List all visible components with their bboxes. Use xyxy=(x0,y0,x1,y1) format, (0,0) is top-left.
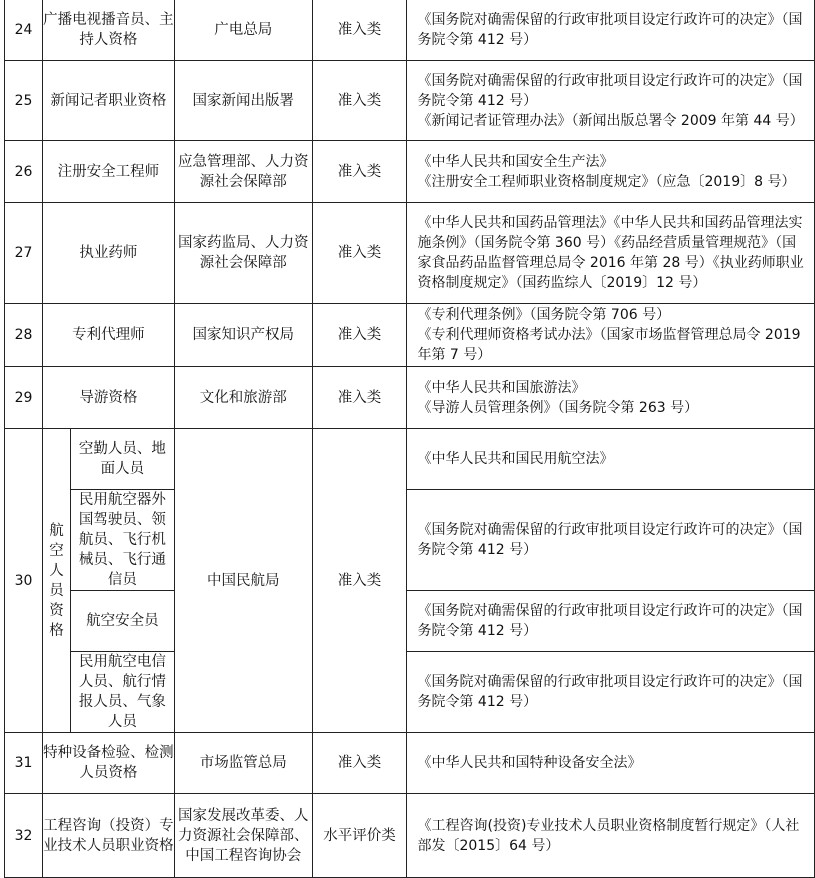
legal-basis: 《国务院对确需保留的行政审批项目设定行政许可的决定》（国务院令第 412 号） 《新闻记者证管理办法》（新闻出版总署令 2009 年第 44 号） xyxy=(407,61,815,141)
table-row xyxy=(5,203,815,304)
category: 准入类 xyxy=(312,304,407,367)
category: 准入类 xyxy=(312,0,407,61)
row-number: 32 xyxy=(5,794,43,878)
row-number: 27 xyxy=(5,203,43,304)
qualification-name: 执业药师 xyxy=(42,203,174,304)
authority: 国家发展改革委、人力资源社会保障部、中国工程咨询协会 xyxy=(174,794,312,878)
qualification-name: 注册安全工程师 xyxy=(42,141,174,203)
row-number: 28 xyxy=(5,304,43,367)
qualification-table xyxy=(4,0,815,878)
table-row xyxy=(5,61,815,141)
row-number: 24 xyxy=(5,0,43,61)
authority: 广电总局 xyxy=(174,0,312,61)
table-row xyxy=(5,141,815,203)
table-row xyxy=(5,591,815,652)
row-number: 31 xyxy=(5,733,43,794)
row-number: 30 xyxy=(5,429,43,733)
legal-basis: 《国务院对确需保留的行政审批项目设定行政许可的决定》（国务院令第 412 号） xyxy=(407,490,815,591)
qualification-name: 工程咨询（投资）专业技术人员职业资格 xyxy=(42,794,174,878)
table-row xyxy=(5,304,815,367)
legal-basis: 《专利代理条例》（国务院令第 706 号） 《专利代理师资格考试办法》（国家市场监督管理总局令 2019 年第 7 号） xyxy=(407,304,815,367)
legal-basis: 《中华人民共和国药品管理法》《中华人民共和国药品管理法实施条例》（国务院令第 360 号）《药品经营质量管理规范》（国家食品药品监督管理总局令 2016 年第 28 号）《执业药师职业资格制度规定》（国药监综人〔2019〕12 号） xyxy=(407,203,815,304)
authority: 文化和旅游部 xyxy=(174,367,312,429)
table-row xyxy=(5,0,815,61)
category: 准入类 xyxy=(312,429,407,733)
authority: 市场监管总局 xyxy=(174,733,312,794)
row-number: 25 xyxy=(5,61,43,141)
table-row xyxy=(5,367,815,429)
legal-basis: 《中华人民共和国旅游法》 《导游人员管理条例》（国务院令第 263 号） xyxy=(407,367,815,429)
authority: 应急管理部、人力资源社会保障部 xyxy=(174,141,312,203)
qualification-name: 新闻记者职业资格 xyxy=(42,61,174,141)
qualification-name: 航空人员资格 xyxy=(42,429,70,733)
sub-qualification: 民用航空电信人员、航行情报人员、气象人员 xyxy=(70,652,174,733)
legal-basis: 《国务院对确需保留的行政审批项目设定行政许可的决定》（国务院令第 412 号） xyxy=(407,652,815,733)
table-row xyxy=(5,733,815,794)
authority: 国家知识产权局 xyxy=(174,304,312,367)
table-row xyxy=(5,652,815,733)
legal-basis: 《国务院对确需保留的行政审批项目设定行政许可的决定》（国务院令第 412 号） xyxy=(407,0,815,61)
row-number: 29 xyxy=(5,367,43,429)
authority: 国家新闻出版署 xyxy=(174,61,312,141)
qualification-name: 专利代理师 xyxy=(42,304,174,367)
authority: 中国民航局 xyxy=(174,429,312,733)
row-number: 26 xyxy=(5,141,43,203)
qualification-name: 导游资格 xyxy=(42,367,174,429)
legal-basis: 《国务院对确需保留的行政审批项目设定行政许可的决定》（国务院令第 412 号） xyxy=(407,591,815,652)
category: 准入类 xyxy=(312,367,407,429)
category: 准入类 xyxy=(312,203,407,304)
table-row xyxy=(5,429,815,490)
table-row xyxy=(5,794,815,878)
legal-basis: 《中华人民共和国民用航空法》 xyxy=(407,429,815,490)
sub-qualification: 空勤人员、地面人员 xyxy=(70,429,174,490)
sub-qualification: 民用航空器外国驾驶员、领航员、飞行机械员、飞行通信员 xyxy=(70,490,174,591)
category: 准入类 xyxy=(312,733,407,794)
legal-basis: 《工程咨询(投资)专业技术人员职业资格制度暂行规定》（人社部发〔2015〕64 号） xyxy=(407,794,815,878)
table-row xyxy=(5,490,815,591)
sub-qualification: 航空安全员 xyxy=(70,591,174,652)
category: 水平评价类 xyxy=(312,794,407,878)
category: 准入类 xyxy=(312,141,407,203)
category: 准入类 xyxy=(312,61,407,141)
legal-basis: 《中华人民共和国特种设备安全法》 xyxy=(407,733,815,794)
qualification-name: 特种设备检验、检测人员资格 xyxy=(42,733,174,794)
authority: 国家药监局、人力资源社会保障部 xyxy=(174,203,312,304)
qualification-name: 广播电视播音员、主持人资格 xyxy=(42,0,174,61)
legal-basis: 《中华人民共和国安全生产法》 《注册安全工程师职业资格制度规定》（应急〔2019〕8 号） xyxy=(407,141,815,203)
